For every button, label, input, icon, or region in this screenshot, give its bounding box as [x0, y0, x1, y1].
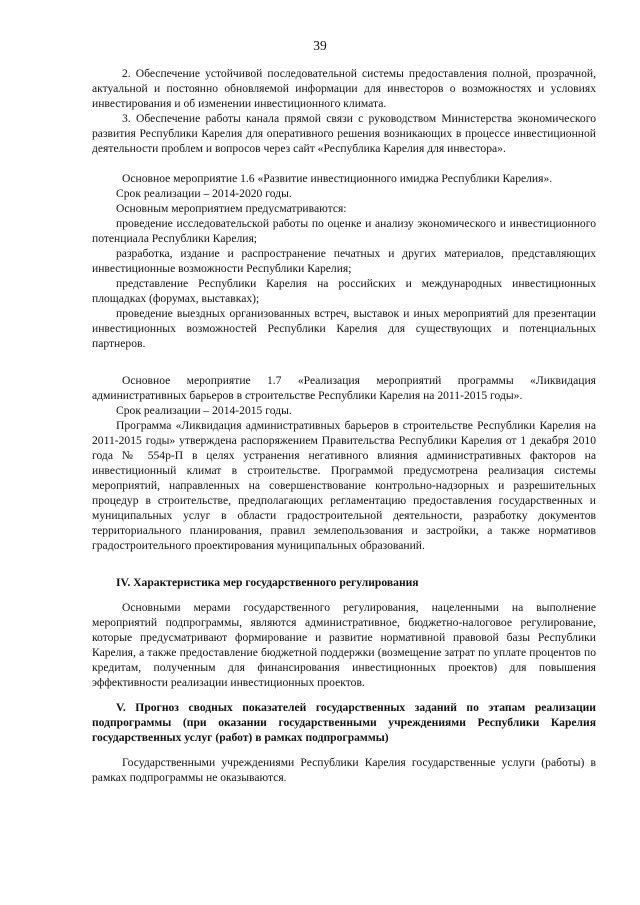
- paragraph-measure-1-6-item-3: представление Республики Карелия на российских и международных инвестиционных площадках (форумах, выставках);: [92, 277, 596, 305]
- document-body: [92, 66, 596, 785]
- paragraph-measure-1-7-title: Основное мероприятие 1.7 «Реализация мероприятий программы «Ликвидация административных барьеров в строительстве Республики Карелия на 2011-2015 годы».: [92, 374, 596, 402]
- paragraph-measure-1-7-program: Программа «Ликвидация административных барьеров в строительстве Республики Карелия на 2011-2015 годы» утверждена распоряжением Правительства Республики Карелия от 1 декабря 2010 года № 554р-П в целях устранения негативного влияния административных факторов на инвестиционный климат в строительстве. Программой предусмотрена реализация системы мероприятий, направленных на совершенствование контрольно-надзорных и разрешительных процедур в строительстве, предполагающих регламентацию предоставления государственных и муниципальных услуг в области градостроительной деятельности, разработку документов территориального планирования, правил землепользования и застройки, а также нормативов градостроительного проектирования муниципальных образований.: [92, 419, 596, 552]
- paragraph-measure-1-6-term: Срок реализации – 2014-2020 годы.: [116, 187, 292, 200]
- section-v-text: Государственными учреждениями Республики Карелия государственные услуги (работы) в рамках подпрограммы не оказываются.: [92, 756, 596, 784]
- page-number: 39: [313, 38, 327, 53]
- paragraph-measure-1-6-intro: Основным мероприятием предусматриваются:: [116, 202, 347, 215]
- section-iv-text: Основными мерами государственного регулирования, нацеленными на выполнение мероприятий подпрограммы, являются административное, бюджетно-налоговое регулирование, которые предусматривают формирование и развитие нормативной правовой базы Республики Карелия, а также предоставление бюджетной поддержки (возмещение затрат по уплате процентов по кредитам, полученным для финансирования инвестиционных проектов) для повышения эффективности реализации инвестиционных проектов.: [92, 601, 596, 689]
- paragraph-measure-1-6-item-1: проведение исследовательской работы по оценке и анализу экономического и инвестиционного потенциала Республики Карелия;: [92, 217, 596, 245]
- paragraph-measure-1-7-term: Срок реализации – 2014-2015 годы.: [116, 404, 292, 417]
- paragraph-measure-1-6-title: Основное мероприятие 1.6 «Развитие инвестиционного имиджа Республики Карелия».: [122, 172, 553, 185]
- section-iv-heading: IV. Характеристика мер государственного регулирования: [116, 576, 419, 589]
- paragraph-goal-3: 3. Обеспечение работы канала прямой связи с руководством Министерства экономического развития Республики Карелия для оперативного решения возникающих в процессе инвестиционной деятельности проблем и вопросов через сайт «Республика Карелия для инвестора».: [92, 112, 596, 155]
- section-v-heading: V. Прогноз сводных показателей государственных заданий по этапам реализации подпрограммы (при оказании государственными учреждениями Республики Карелия государственных услуг (работ) в рамках подпрограммы): [92, 701, 596, 744]
- paragraph-measure-1-6-item-2: разработка, издание и распространение печатных и других материалов, представляющих инвестиционные возможности Республики Карелия;: [92, 247, 596, 275]
- paragraph-measure-1-6-item-4: проведение выездных организованных встреч, выставок и иных мероприятий для презентации инвестиционных возможностей Республики Карелия для существующих и потенциальных партнеров.: [92, 307, 596, 350]
- paragraph-goal-2: 2. Обеспечение устойчивой последовательной системы предоставления полной, прозрачной, актуальной и постоянно обновляемой информации для инвесторов о возможностях и условиях инвестирования и об изменении инвестиционного климата.: [92, 67, 596, 110]
